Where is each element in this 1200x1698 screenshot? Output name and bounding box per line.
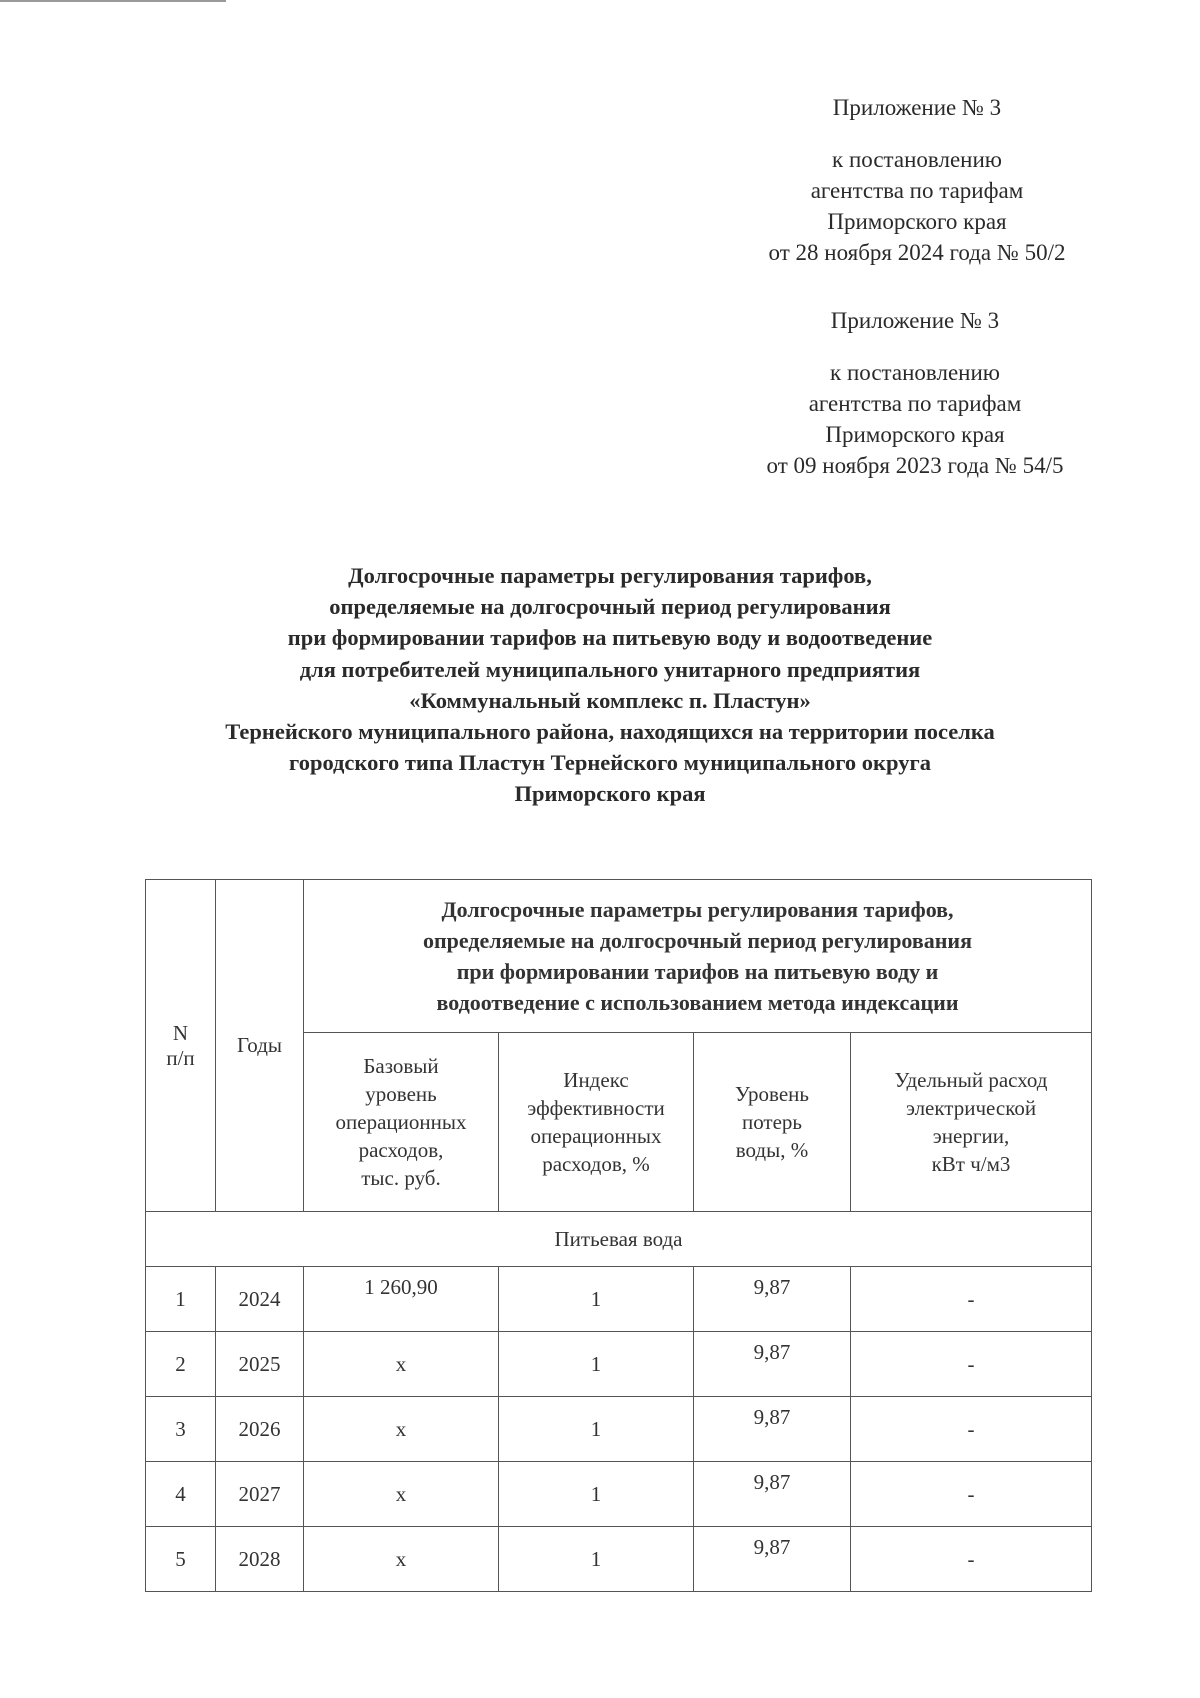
table-row <box>146 1267 1092 1332</box>
title-line: Долгосрочные параметры регулирования тарифов, <box>348 563 872 588</box>
header-efficiency-index: Индекс эффективности операционных расходов, % <box>499 1033 694 1212</box>
cell-base-opex: 1 260,90 <box>304 1267 499 1332</box>
cell-energy: - <box>851 1397 1092 1462</box>
cell-number: 3 <box>146 1397 216 1462</box>
header-water-loss: Уровень потерь воды, % <box>694 1033 851 1212</box>
appendix-line: агентства по тарифам <box>810 178 1024 203</box>
section-drinking-water: Питьевая вода <box>146 1212 1092 1267</box>
parameters-table <box>145 879 1092 1592</box>
header-energy-consumption: Удельный расход электрической энергии, кВт ч/м3 <box>851 1033 1092 1212</box>
scan-edge-mark <box>0 0 226 2</box>
appendix-block-previous <box>705 305 1125 481</box>
appendix-line: Приморского края <box>825 422 1005 447</box>
header-group: Долгосрочные параметры регулирования тарифов, определяемые на долгосрочный период регулирования при формировании тарифов на питьевую воду и водоотведение с использованием метода индексации <box>304 880 1092 1033</box>
cell-year: 2025 <box>216 1332 304 1397</box>
cell-energy: - <box>851 1267 1092 1332</box>
appendix-date-line: от 28 ноября 2024 года № 50/2 <box>768 240 1066 265</box>
cell-base-opex: х <box>304 1527 499 1592</box>
cell-year: 2026 <box>216 1397 304 1462</box>
cell-base-opex: х <box>304 1462 499 1527</box>
appendix-date-line: от 09 ноября 2023 года № 54/5 <box>766 453 1064 478</box>
cell-efficiency-index: 1 <box>499 1332 694 1397</box>
cell-efficiency-index: 1 <box>499 1462 694 1527</box>
table-row <box>146 1462 1092 1527</box>
cell-water-loss: 9,87 <box>694 1527 851 1592</box>
cell-energy: - <box>851 1462 1092 1527</box>
cell-base-opex: х <box>304 1332 499 1397</box>
title-line: «Коммунальный комплекс п. Пластун» <box>409 687 811 713</box>
cell-year: 2028 <box>216 1527 304 1592</box>
cell-number: 5 <box>146 1527 216 1592</box>
title-line: Тернейского муниципального района, находящихся на территории поселка <box>225 719 995 745</box>
title-line: Приморского края <box>514 781 706 807</box>
cell-number: 4 <box>146 1462 216 1527</box>
cell-energy: - <box>851 1527 1092 1592</box>
document-title <box>130 560 1090 810</box>
appendix-title: Приложение № 3 <box>830 308 1000 333</box>
appendix-line: агентства по тарифам <box>808 391 1022 416</box>
cell-number: 1 <box>146 1267 216 1332</box>
cell-water-loss: 9,87 <box>694 1332 851 1397</box>
appendix-title: Приложение № 3 <box>832 95 1002 120</box>
cell-water-loss: 9,87 <box>694 1462 851 1527</box>
title-line: городского типа Пластун Тернейского муниципального округа <box>289 750 931 776</box>
title-line: при формировании тарифов на питьевую воду и водоотведение <box>287 625 933 651</box>
appendix-line: к постановлению <box>830 360 1000 385</box>
cell-year: 2027 <box>216 1462 304 1527</box>
cell-number: 2 <box>146 1332 216 1397</box>
table-row <box>146 1397 1092 1462</box>
cell-water-loss: 9,87 <box>694 1267 851 1332</box>
cell-efficiency-index: 1 <box>499 1397 694 1462</box>
header-base-opex: Базовый уровень операционных расходов, тыс. руб. <box>304 1033 499 1212</box>
appendix-line: к постановлению <box>832 147 1002 172</box>
cell-base-opex: х <box>304 1397 499 1462</box>
cell-water-loss: 9,87 <box>694 1397 851 1462</box>
cell-year: 2024 <box>216 1267 304 1332</box>
appendix-line: Приморского края <box>827 209 1007 234</box>
header-number: N п/п <box>146 880 216 1212</box>
table-row <box>146 1332 1092 1397</box>
table-row <box>146 1527 1092 1592</box>
title-line: для потребителей муниципального унитарного предприятия <box>299 656 921 682</box>
title-line: определяемые на долгосрочный период регулирования <box>329 594 891 620</box>
cell-efficiency-index: 1 <box>499 1267 694 1332</box>
cell-efficiency-index: 1 <box>499 1527 694 1592</box>
header-years: Годы <box>216 880 304 1212</box>
appendix-block-current <box>707 92 1127 268</box>
cell-energy: - <box>851 1332 1092 1397</box>
